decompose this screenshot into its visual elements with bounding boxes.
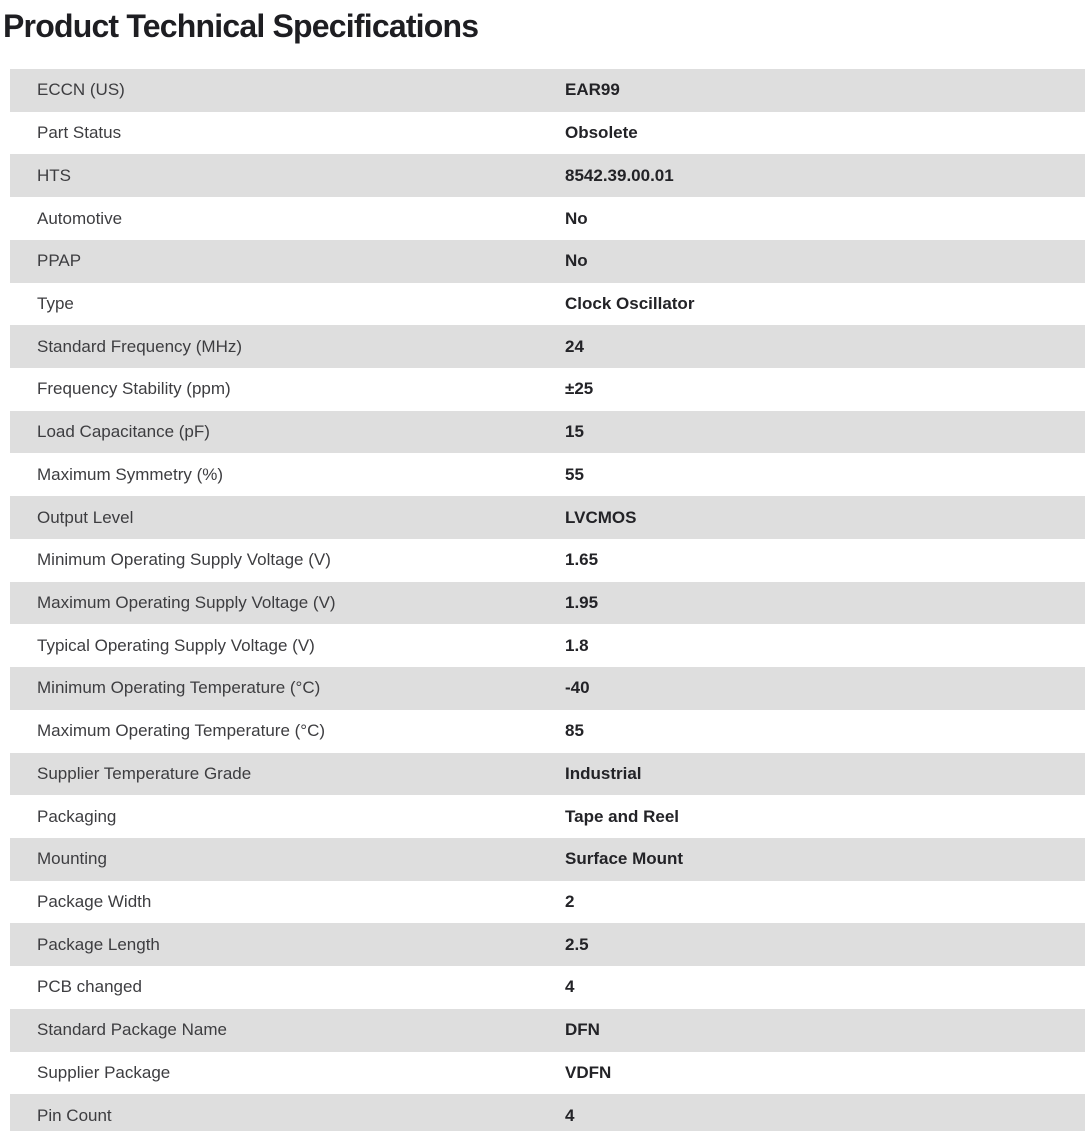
spec-label: Frequency Stability (ppm) xyxy=(37,379,231,399)
spec-label: Automotive xyxy=(37,208,123,228)
spec-row xyxy=(10,667,1085,710)
spec-label: Standard Frequency (MHz) xyxy=(37,336,243,356)
spec-label: HTS xyxy=(37,165,71,185)
spec-row xyxy=(10,1094,1085,1131)
spec-value: No xyxy=(565,208,588,228)
spec-label: Minimum Operating Temperature (°C) xyxy=(37,678,321,698)
spec-value: 85 xyxy=(565,721,584,741)
spec-row xyxy=(10,411,1085,454)
spec-row xyxy=(10,240,1085,283)
spec-label: Minimum Operating Supply Voltage (V) xyxy=(37,550,331,570)
spec-row xyxy=(10,112,1085,155)
spec-value: 1.65 xyxy=(565,550,599,570)
spec-value: Surface Mount xyxy=(565,849,684,869)
spec-row xyxy=(10,325,1085,368)
spec-label: Maximum Symmetry (%) xyxy=(37,464,224,484)
spec-label: PCB changed xyxy=(37,977,142,997)
spec-value: 15 xyxy=(565,422,584,442)
spec-label: Package Length xyxy=(37,934,160,954)
spec-row xyxy=(10,1052,1085,1095)
spec-value: Clock Oscillator xyxy=(565,293,695,313)
spec-label: Package Width xyxy=(37,892,152,912)
spec-label: Load Capacitance (pF) xyxy=(37,422,210,442)
spec-value: DFN xyxy=(565,1020,600,1040)
spec-value: -40 xyxy=(565,678,590,698)
spec-row xyxy=(10,881,1085,924)
spec-row xyxy=(10,795,1085,838)
spec-row xyxy=(10,1009,1085,1052)
spec-value: LVCMOS xyxy=(565,507,637,527)
spec-label: Mounting xyxy=(37,849,107,869)
spec-label: ECCN (US) xyxy=(37,80,125,100)
product-specifications-table xyxy=(0,69,1085,1131)
spec-label: Standard Package Name xyxy=(37,1020,227,1040)
spec-row xyxy=(10,710,1085,753)
spec-label: Pin Count xyxy=(37,1105,112,1125)
spec-row xyxy=(10,539,1085,582)
spec-value: 4 xyxy=(565,1105,575,1125)
spec-value: Industrial xyxy=(565,763,642,783)
spec-label: Type xyxy=(37,293,74,313)
spec-value: No xyxy=(565,251,588,271)
spec-value: EAR99 xyxy=(565,80,620,100)
spec-label: Maximum Operating Temperature (°C) xyxy=(37,721,326,741)
spec-value: 4 xyxy=(565,977,575,997)
spec-label: Output Level xyxy=(37,507,134,527)
spec-value: 2 xyxy=(565,892,575,912)
spec-row xyxy=(10,283,1085,326)
spec-value: 8542.39.00.01 xyxy=(565,165,674,185)
spec-row xyxy=(10,154,1085,197)
spec-value: ±25 xyxy=(565,379,594,399)
spec-label: Typical Operating Supply Voltage (V) xyxy=(37,635,315,655)
spec-value: 1.8 xyxy=(565,635,589,655)
spec-label: Supplier Package xyxy=(37,1062,171,1082)
spec-label: Packaging xyxy=(37,806,117,826)
spec-value: 55 xyxy=(565,464,584,484)
spec-row xyxy=(10,624,1085,667)
spec-row xyxy=(10,838,1085,881)
spec-label: Part Status xyxy=(37,123,122,143)
spec-value: Obsolete xyxy=(565,123,638,143)
spec-label: Supplier Temperature Grade xyxy=(37,763,252,783)
spec-label: PPAP xyxy=(37,251,82,271)
spec-value: 2.5 xyxy=(565,934,589,954)
spec-label: Maximum Operating Supply Voltage (V) xyxy=(37,592,336,612)
spec-value: VDFN xyxy=(565,1062,612,1082)
spec-value: Tape and Reel xyxy=(565,806,679,826)
spec-row xyxy=(10,368,1085,411)
spec-row xyxy=(10,753,1085,796)
spec-row xyxy=(10,496,1085,539)
spec-row xyxy=(10,923,1085,966)
spec-value: 24 xyxy=(565,336,584,356)
spec-row xyxy=(10,197,1085,240)
spec-value: 1.95 xyxy=(565,592,599,612)
spec-row xyxy=(10,582,1085,625)
spec-row xyxy=(10,69,1085,112)
spec-row xyxy=(10,966,1085,1009)
spec-row xyxy=(10,453,1085,496)
page-title: Product Technical Specifications xyxy=(3,8,479,44)
